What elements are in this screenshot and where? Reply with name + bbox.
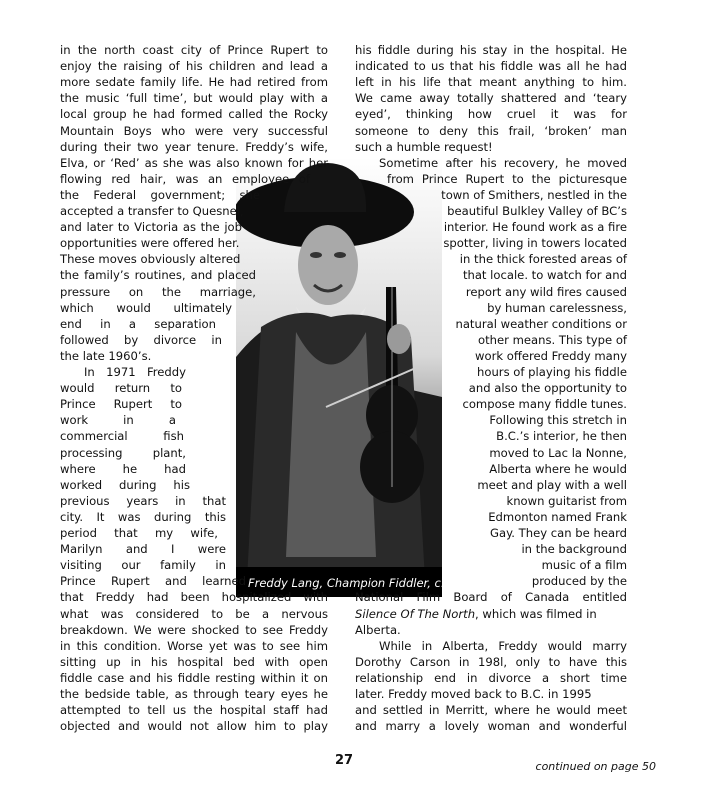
text-line: Marilyn and I were	[60, 542, 226, 557]
film-title: Silence Of The North	[355, 606, 476, 621]
text-line: end in a separation	[60, 316, 216, 331]
text-line: We came away totally shattered and ‘teary	[355, 91, 627, 106]
text-line: and marry a lovely woman and wonderful	[355, 719, 627, 734]
text-line: what was considered to be a nervous	[60, 606, 328, 621]
text-line: National Film Board of Canada entitled	[355, 590, 627, 605]
text-line: accepted a transfer to Quesnel,	[60, 204, 244, 218]
text-line: opportunities were offered her.	[60, 236, 240, 251]
text-line: worked during his	[60, 477, 190, 492]
text-line: other means. This type of	[478, 332, 627, 347]
text-line: and also the opportunity to	[468, 381, 627, 396]
text-line: report any wild fires caused	[465, 284, 627, 299]
text-line: objected and would not allow him to play	[60, 719, 328, 734]
text-line: beautiful Bulkley Valley of BC’s	[447, 204, 627, 218]
text-line: Prince Rupert and learned	[60, 574, 246, 589]
text-line: work offered Freddy many	[475, 348, 627, 363]
text-line: local group he had formed called the Rocky	[60, 107, 328, 122]
text-line: natural weather conditions or	[455, 316, 627, 331]
text-line: and later to Victoria as the job	[60, 220, 242, 235]
text-line: work in a	[60, 413, 176, 428]
text-line-rest: , which was filmed in	[475, 606, 597, 621]
text-line: Edmonton named Frank	[488, 509, 627, 524]
text-line: in this condition. Worse yet was to see him	[60, 638, 328, 653]
text-line: Alberta.	[355, 622, 401, 637]
text-line: in the background	[521, 542, 627, 557]
text-line: Elva, or ‘Red’ as she was also known for her	[60, 155, 328, 170]
text-line: previous years in that	[60, 493, 226, 508]
text-line: flowing red hair, was an employee of	[60, 171, 310, 186]
text-line: town of Smithers, nestled in the	[441, 187, 627, 202]
text-line: more sedate family life. He had retired from	[60, 75, 328, 90]
text-line: Following this stretch in	[489, 413, 627, 428]
photo-caption: Freddy Lang, Champion Fiddler, c. 1950	[248, 576, 478, 590]
text-line: that locale. to watch for and	[462, 268, 627, 283]
text-line	[355, 606, 627, 622]
fiddler-photo	[236, 157, 442, 597]
text-line: processing plant,	[60, 445, 186, 460]
text-line: Gay. They can be heard	[490, 526, 627, 540]
text-line: music of a film	[541, 558, 627, 573]
text-line: visiting our family in	[60, 558, 226, 573]
text-line: hours of playing his fiddle	[477, 365, 627, 379]
text-line: from Prince Rupert to the picturesque	[387, 171, 627, 186]
text-line: in the thick forested areas of	[459, 252, 627, 267]
text-line: meet and play with a well	[477, 477, 627, 492]
text-line: Dorothy Carson in 198l, only to have this	[355, 654, 627, 669]
text-line: sitting up in his hospital bed with open	[60, 654, 328, 669]
text-line: breakdown. We were shocked to see Freddy	[60, 622, 328, 637]
text-line: his fiddle during his stay in the hospital. He	[355, 43, 627, 57]
text-line: during their two year tenure. Freddy’s wife,	[60, 139, 328, 154]
text-line: While in Alberta, Freddy would marry	[379, 638, 627, 653]
text-line: by human carelessness,	[487, 300, 627, 315]
text-line: enjoy the raising of his children and lead a	[60, 59, 328, 74]
text-line: In 1971 Freddy	[84, 365, 186, 379]
text-line: the music ‘full time’, but would play with a	[60, 91, 328, 106]
text-line: which would ultimately	[60, 300, 232, 315]
text-line: where he had	[60, 461, 186, 476]
text-line: someone to deny this frail, ‘broken’ man	[355, 123, 627, 138]
text-line: and settled in Merritt, where he would meet	[355, 703, 627, 718]
text-line: period that my wife,	[60, 526, 218, 540]
text-line: indicated to us that his fiddle was all he had	[355, 59, 627, 74]
text-line: in the north coast city of Prince Rupert to	[60, 43, 328, 57]
text-line: the Federal government; she	[60, 187, 260, 202]
text-line: the late 1960’s.	[60, 348, 152, 363]
text-line: left in his life that meant anything to him.	[355, 75, 627, 90]
text-line: such a humble request!	[355, 139, 493, 154]
text-line: would return to	[60, 381, 182, 396]
text-line: attempted to tell us the hospital staff had	[60, 703, 328, 718]
text-line: compose many fiddle tunes.	[462, 397, 627, 412]
text-line: pressure on the marriage,	[60, 284, 256, 299]
text-line: spotter, living in towers located	[443, 236, 627, 251]
text-line: Prince Rupert to	[60, 397, 182, 412]
text-line: followed by divorce in	[60, 332, 222, 347]
page-number: 27	[335, 753, 354, 768]
text-line: relationship end in divorce a short time	[355, 670, 627, 685]
text-line: commercial fish	[60, 429, 184, 444]
text-line: city. It was during this	[60, 509, 226, 524]
text-line: moved to Lac la Nonne,	[489, 445, 627, 460]
text-line: fiddle case and his fiddle resting within it on	[60, 670, 328, 685]
text-line: Sometime after his recovery, he moved	[379, 155, 627, 170]
continued-note: continued on page 50	[535, 760, 656, 773]
text-line: B.C.’s interior, he then	[496, 429, 627, 444]
text-line: produced by the	[531, 574, 627, 589]
text-line: These moves obviously altered	[60, 252, 241, 267]
text-line: Mountain Boys who were very successful	[60, 123, 328, 138]
text-line: Alberta where he would	[489, 461, 627, 476]
text-line: later. Freddy moved back to B.C. in 1995	[355, 687, 592, 701]
text-line: known guitarist from	[506, 493, 627, 508]
text-line: eyed’, thinking how cruel it was for	[355, 107, 627, 122]
text-line: interior. He found work as a fire	[443, 220, 627, 235]
text-line: the family’s routines, and placed	[60, 268, 256, 283]
text-line: the bedside table, as through teary eyes he	[60, 687, 328, 701]
text-line: that Freddy had been hospitalized with	[60, 590, 328, 605]
